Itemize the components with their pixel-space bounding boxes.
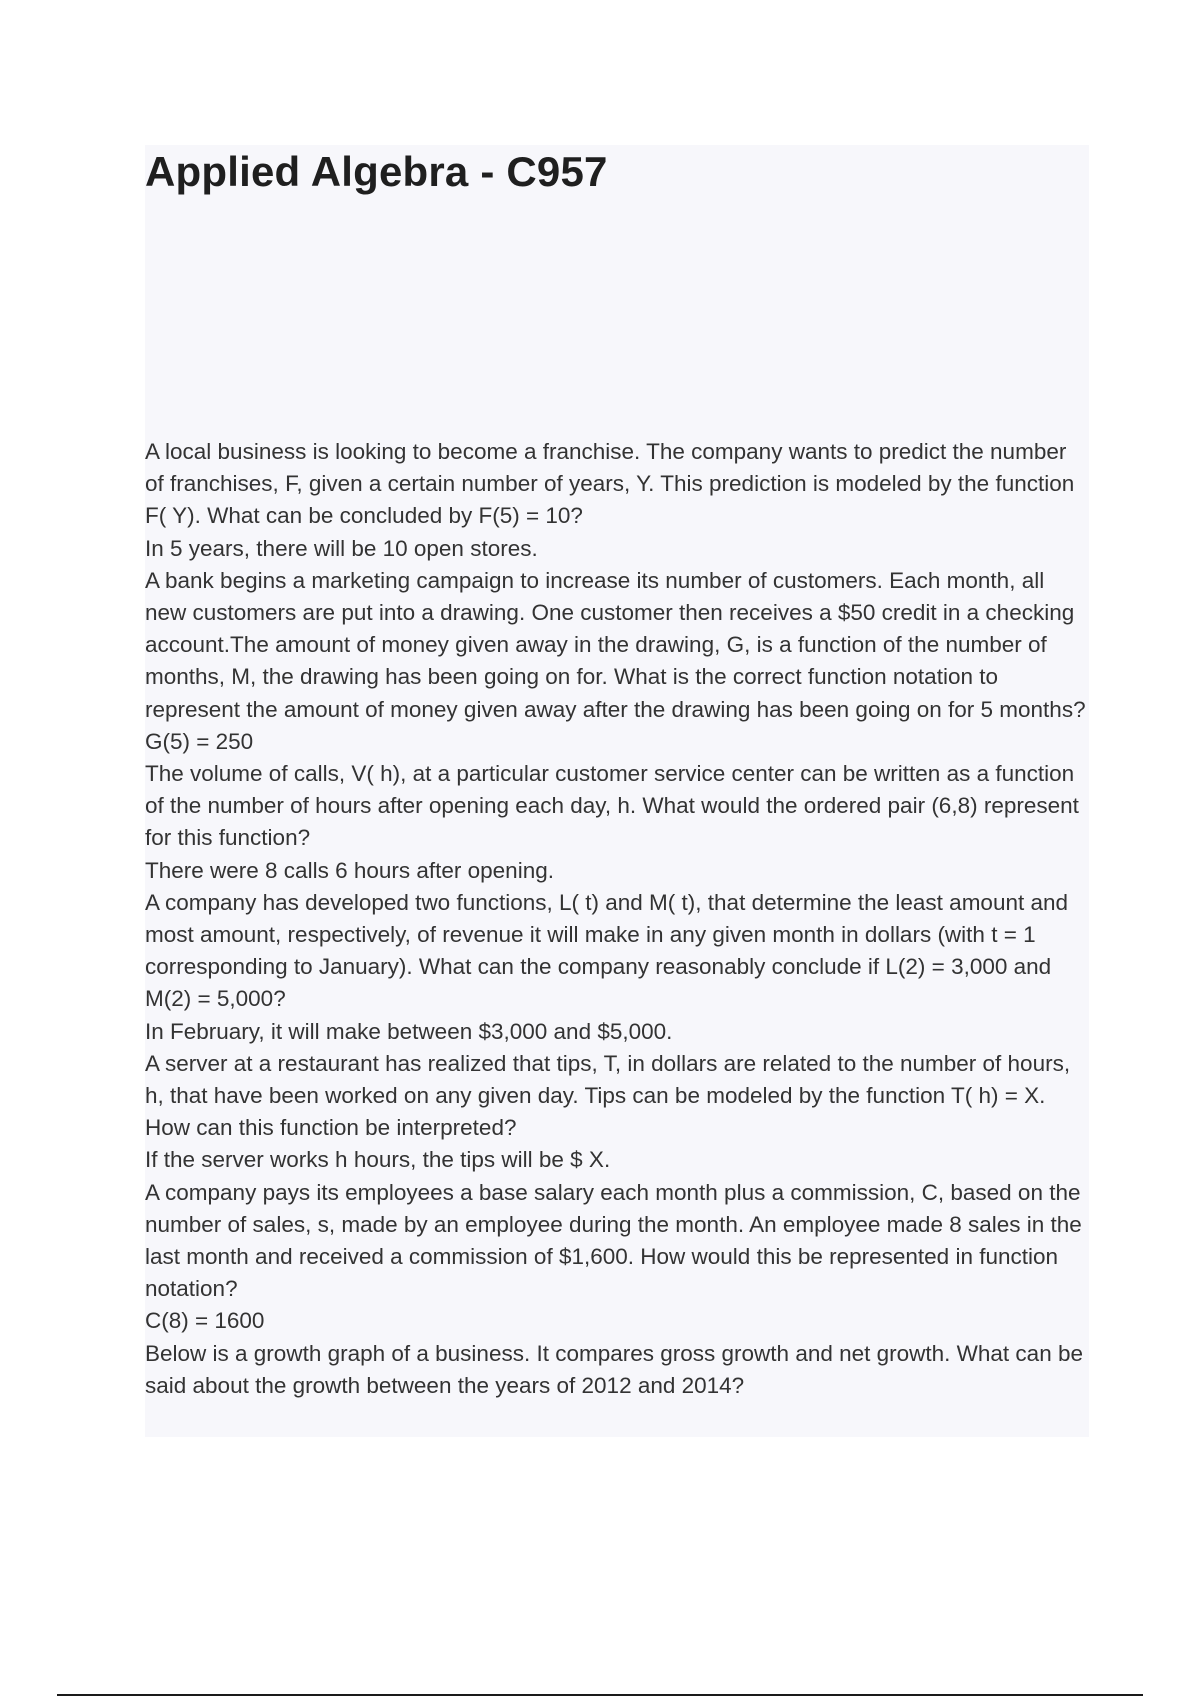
document-title: Applied Algebra - C957 — [145, 148, 608, 195]
answer-1: In 5 years, there will be 10 open stores. — [145, 535, 538, 561]
answer-2: G(5) = 250 — [145, 728, 254, 754]
page-bottom-rule — [57, 1694, 1143, 1696]
answer-6: C(8) = 1600 — [145, 1308, 265, 1334]
answer-3: There were 8 calls 6 hours after opening. — [145, 857, 554, 883]
answer-4: In February, it will make between $3,000 and $5,000. — [145, 1018, 673, 1044]
question-4: A company has developed two functions, L( t) and M( t), that determine the least amount and most amount, respectively, of revenue it will make in any given month in dollars (with t = 1 corresponding to January). What can the company reasonably conclude if L(2) = 3,000 and M(2) = 5,000? — [145, 889, 1069, 1012]
question-7: Below is a growth graph of a business. It compares gross growth and net growth. What can be said about the growth between the years of 2012 and 2014? — [145, 1340, 1083, 1398]
question-2: A bank begins a marketing campaign to increase its number of customers. Each month, all new customers are put into a drawing. One customer then receives a $50 credit in a checking account.The amount of money given away in the drawing, G, is a function of the number of months, M, the drawing has been going on for. What is the correct function notation to represent the amount of money given away after the drawing has been going on for 5 months? — [145, 567, 1086, 722]
question-5: A server at a restaurant has realized that tips, T, in dollars are related to the number of hours, h, that have been worked on any given day. Tips can be modeled by the function T( h) = X. How can this function be interpreted? — [145, 1050, 1071, 1141]
answer-5: If the server works h hours, the tips will be $ X. — [145, 1147, 611, 1173]
question-3: The volume of calls, V( h), at a particular customer service center can be written as a function of the number of hours after opening each day, h. What would the ordered pair (6,8) represent for this function? — [145, 761, 1079, 851]
question-6: A company pays its employees a base salary each month plus a commission, C, based on the number of sales, s, made by an employee during the month. An employee made 8 sales in the last month and received a commission of $1,600. How would this be represented in function notation? — [145, 1179, 1082, 1302]
question-1: A local business is looking to become a franchise. The company wants to predict the number of franchises, F, given a certain number of years, Y. This prediction is modeled by the function F( Y). What can be concluded by F(5) = 10? — [145, 439, 1075, 529]
document-body — [145, 436, 1089, 1402]
